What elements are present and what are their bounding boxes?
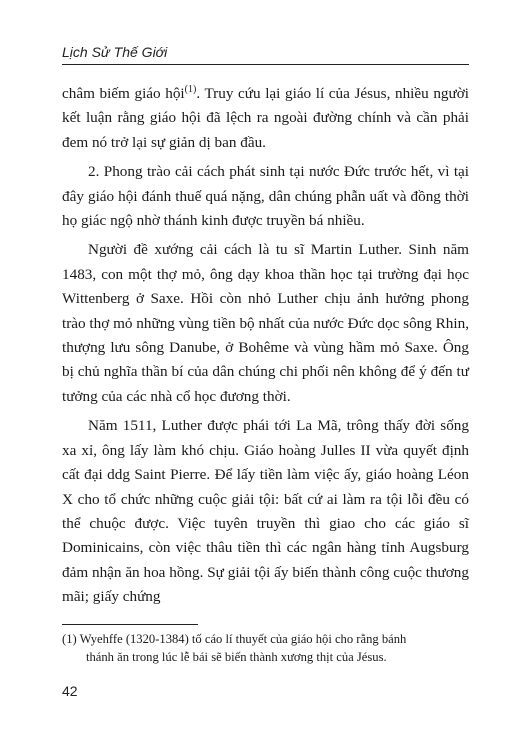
footnote-reference: (1) <box>184 83 197 95</box>
footnote-line-1: Wyehffe (1320-1384) tố cáo lí thuyết của giáo hội cho rằng bánh <box>79 632 407 646</box>
footnote-rule <box>62 624 198 625</box>
footnote-line-2: thánh ăn trong lúc lễ bái sẽ biến thành xương thịt của Jésus. <box>86 650 387 664</box>
footnote-number: (1) <box>62 632 77 646</box>
header-rule <box>62 64 469 65</box>
footnote <box>62 630 469 666</box>
running-title: Lịch Sử Thế Giới <box>62 44 168 60</box>
page-number: 42 <box>62 683 78 699</box>
body-text <box>62 82 469 615</box>
paragraph-1-start: châm biếm giáo hội <box>62 85 185 102</box>
paragraph-3: Người đề xướng cải cách là tu sĩ Martin Luther. Sinh năm 1483, con một thợ mỏ, ông dạy khoa thần học tại trường đại học Wittenberg ở Saxe. Hồi còn nhỏ Luther chịu ảnh hưởng phong trào thợ mỏ những vùng tiền bộ nhất của nước Đức dọc sông Rhin, thượng lưu sông Danube, ở Bohême và vùng hầm mỏ Saxe. Ông bị chủ nghĩa thần bí của dân chúng chi phối nên không để ý đến tư tưởng của các nhà cổ học đương thời. <box>62 241 469 405</box>
paragraph-2: 2. Phong trào cải cách phát sinh tại nước Đức trước hết, vì tại đây giáo hội đánh thuế quá nặng, dân chúng phẫn uất và đồng thời họ giác ngộ nhờ thánh kinh được truyền bá nhiều. <box>62 163 469 230</box>
paragraph-4: Năm 1511, Luther được phái tới La Mã, trông thấy đời sống xa xỉ, ông lấy làm khó chịu. Giáo hoàng Julles II vừa quyết định cất đại ddg Saint Pierre. Để lấy tiền làm việc ấy, giáo hoàng Léon X cho tổ chức những cuộc giải tội: bất cứ ai làm ra tội lỗi đều có thể chuộc được. Việc tuyên truyền thì giao cho các giáo sĩ Dominicains, còn việc thâu tiền thì các ngân hàng tỉnh Augsburg đảm nhận ăn hoa hồng. Sự giải tội ấy biến thành công cuộc thương mãi; giấy chứng <box>62 417 469 606</box>
paragraph-1-rest: . Truy cứu lại giáo lí của Jésus, nhiều người kết luận rằng giáo hội đã lệch ra ngoài đường chính và cần phải đem nó trở lại sự giản dị ban đầu. <box>62 85 469 151</box>
paragraph-1 <box>62 82 469 155</box>
